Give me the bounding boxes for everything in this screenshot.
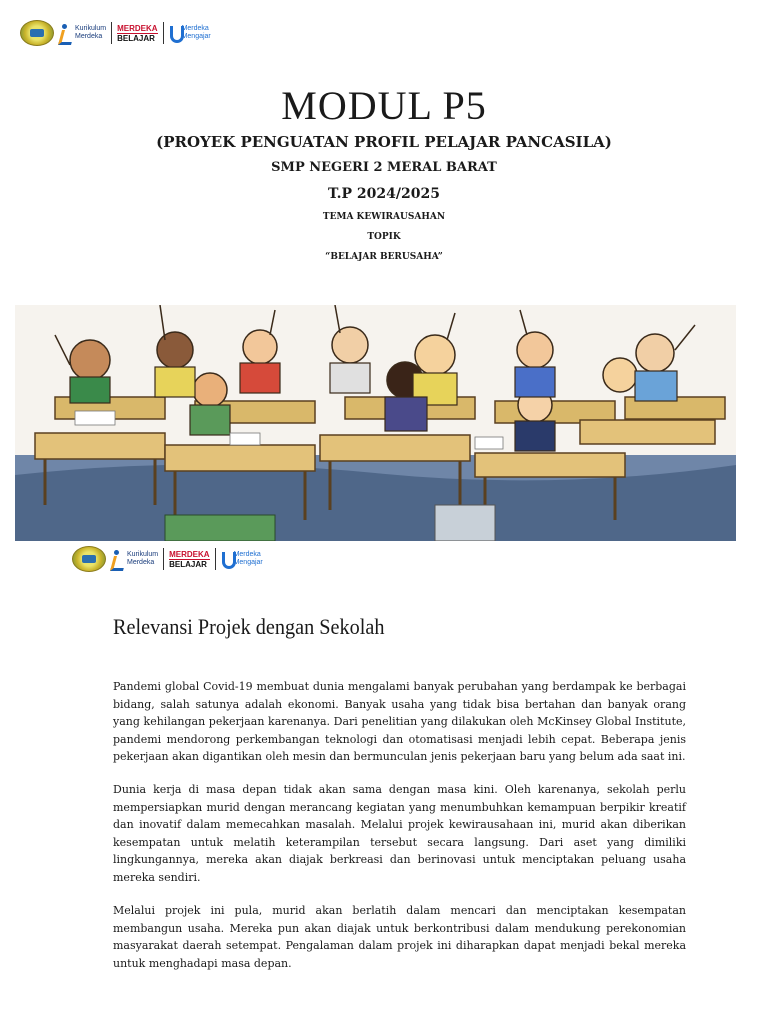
school-seal-logo	[72, 546, 106, 572]
merdeka-belajar-line1: MERDEKA	[117, 23, 158, 33]
kurikulum-logo-line1: Kurikulum	[75, 25, 107, 32]
merdeka-belajar-line2: BELAJAR	[169, 559, 207, 569]
topic-label: TOPIK	[367, 232, 401, 242]
merdeka-mengajar-line1: Merdeka	[233, 551, 261, 558]
merdeka-mengajar-icon	[221, 550, 231, 568]
logo-divider	[163, 548, 164, 570]
header-logo-bar	[20, 20, 211, 46]
merdeka-belajar-logo	[117, 24, 157, 43]
classroom-illustration	[15, 305, 736, 541]
school-year: T.P 2024/2025	[328, 186, 440, 202]
merdeka-mengajar-logo	[169, 24, 211, 42]
theme-label: TEMA KEWIRAUSAHAN	[322, 212, 446, 222]
kurikulum-merdeka-logo	[112, 549, 158, 569]
cover-title: MODUL P5	[281, 83, 487, 128]
kurikulum-merdeka-icon	[112, 549, 124, 569]
section-heading: Relevansi Projek dengan Sekolah	[113, 614, 385, 639]
section-logo-bar	[72, 546, 263, 572]
merdeka-mengajar-line2: Mengajar	[181, 33, 211, 40]
kurikulum-merdeka-icon	[60, 23, 72, 43]
kurikulum-merdeka-logo	[60, 23, 106, 43]
kurikulum-logo-line2: Merdeka	[75, 33, 103, 40]
merdeka-mengajar-line2: Mengajar	[233, 559, 263, 566]
merdeka-mengajar-logo	[221, 550, 263, 568]
merdeka-belajar-line2: BELAJAR	[117, 33, 155, 43]
logo-divider	[163, 22, 164, 44]
logo-divider	[215, 548, 216, 570]
logo-divider	[111, 22, 112, 44]
school-name: SMP NEGERI 2 MERAL BARAT	[271, 160, 497, 175]
kurikulum-logo-line1: Kurikulum	[127, 551, 159, 558]
merdeka-belajar-line1: MERDEKA	[169, 549, 210, 559]
topic-name: “BELAJAR BERUSAHA”	[325, 252, 443, 262]
merdeka-mengajar-line1: Merdeka	[181, 25, 209, 32]
kurikulum-logo-line2: Merdeka	[127, 559, 155, 566]
school-seal-logo	[20, 20, 54, 46]
paragraph: Dunia kerja di masa depan tidak akan sama dengan masa kini. Oleh karenanya, sekolah perlu mempersiapkan murid dengan merancang kegiatan yang menumbuhkan kemampuan berpikir kreatif dan inovatif dalam memecahkan masalah. Melalui projek kewirausahaan ini, murid akan diberikan kesempatan untuk melatih keterampilan tersebut secara langsung. Dari aset yang dimiliki lingkungannya, mereka akan diajak berkreasi dan berinovasi untuk menciptakan peluang usaha mereka sendiri.	[113, 783, 686, 884]
merdeka-mengajar-icon	[169, 24, 179, 42]
merdeka-belajar-logo	[169, 550, 209, 569]
cover-subtitle: (PROYEK PENGUATAN PROFIL PELAJAR PANCASILA)	[156, 133, 612, 151]
paragraph: Pandemi global Covid-19 membuat dunia mengalami banyak perubahan yang berdampak ke berbagai bidang, salah satunya adalah ekonomi. Banyak usaha yang tidak bisa bertahan dan banyak orang yang kehilangan pekerjaan karenanya. Dari penelitian yang dilakukan oleh McKinsey Global Institute, pandemi mendorong perkembangan teknologi dan otomatisasi menjadi lebih cepat. Beberapa jenis pekerjaan akan digantikan oleh mesin dan bermunculan jenis pekerjaan baru yang belum ada saat ini.	[113, 680, 686, 763]
paragraph: Melalui projek ini pula, murid akan berlatih dalam mencari dan menciptakan kesempatan membangun usaha. Mereka pun akan diajak untuk berkontribusi dalam mendukung perekonomian masyarakat daerah setempat. Pengalaman dalam projek ini diharapkan dapat menjadi bekal mereka untuk menghadapi masa depan.	[113, 904, 686, 970]
